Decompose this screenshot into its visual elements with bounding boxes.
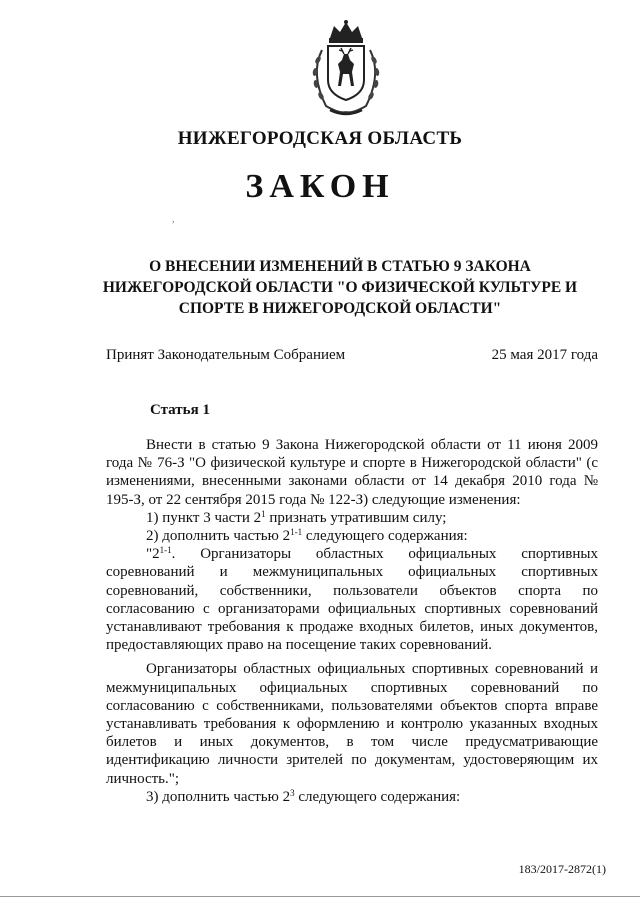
law-title-line: НИЖЕГОРОДСКОЙ ОБЛАСТИ "О ФИЗИЧЕСКОЙ КУЛЬТУРЕ И: [102, 279, 578, 296]
article-heading: Статья 1: [150, 402, 210, 418]
amendment-item-1: 1) пункт 3 части $2^1$ признать утратившим силу;: [146, 508, 447, 526]
new-part-paragraph-2: Организаторы областных официальных спортивных соревнований и межмуниципальных официальных спортивных соревнований по согласованию с собственниками, пользователями объектов спорта вправе устанавливать требования к оформлению и контролю указанных входных билетов и иных документов, в том числе предусматривающие идентификацию личности зрителей по документам, удостоверяющим их личность.";: [106, 661, 598, 787]
adoption-date: 25 мая 2017 года: [491, 347, 598, 363]
document-code: 183/2017-2872(1): [518, 862, 606, 876]
amendment-item-3: 3) дополнить частью $2^3$ следующего содержания:: [146, 787, 461, 805]
region-name: НИЖЕГОРОДСКАЯ ОБЛАСТЬ: [177, 128, 463, 149]
coat-of-arms-icon: [300, 20, 392, 120]
amendment-item-2: 2) дополнить частью 2$^{1-1}$ следующего содержания:: [146, 527, 468, 545]
page-edge-line: [0, 896, 640, 897]
article-body: [106, 436, 598, 806]
law-title-line: СПОРТЕ В НИЖЕГОРОДСКОЙ ОБЛАСТИ": [178, 300, 502, 317]
law-title: [60, 256, 620, 319]
adopted-by: Принят Законодательным Собранием: [106, 347, 346, 363]
scan-mark: ,: [172, 214, 175, 225]
document-type: ЗАКОН: [245, 168, 395, 205]
new-part-text: "2$^{1-1}$. Организаторы областных официальных спортивных соревнований и межмуниципальных официальных спортивных соревнований, собственники, пользователи объектов спорта по согласованию с организаторами официальных спортивных соревнований устанавливают требования к продаже входных билетов, иных документов, предоставляющих право на посещение таких соревнований.: [106, 545, 598, 654]
article-intro: Внести в статью 9 Закона Нижегородской области от 11 июня 2009 года № 76-З "О физической культуре и спорте в Нижегородской области" (с изменениями, внесенными законами области от 14 декабря 2010 года № 195-З, от 22 сентября 2015 года № 122-З) следующие изменения:: [106, 437, 598, 508]
law-title-line: О ВНЕСЕНИИ ИЗМЕНЕНИЙ В СТАТЬЮ 9 ЗАКОНА: [149, 258, 531, 275]
